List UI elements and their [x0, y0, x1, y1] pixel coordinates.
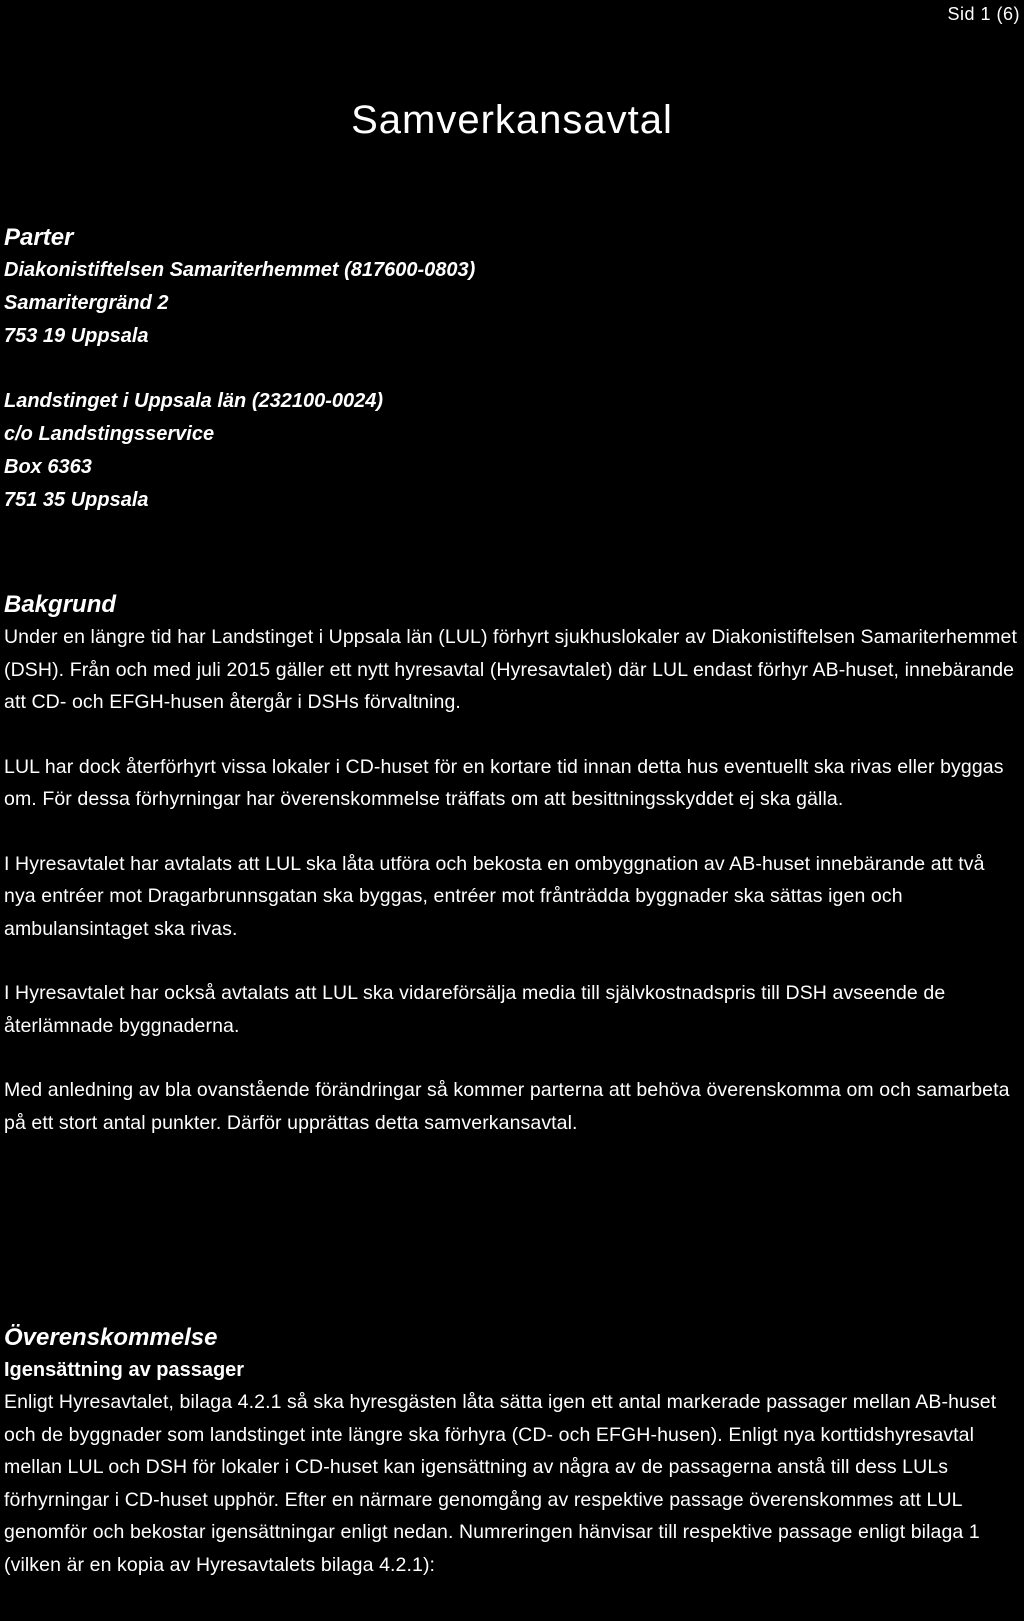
party-1-block: [4, 254, 1020, 353]
bakgrund-paragraph-1: Under en längre tid har Landstinget i Uppsala län (LUL) förhyrt sjukhuslokaler av Diakonistiftelsen Samariterhemmet (DSH). Från och med juli 2015 gäller ett nytt hyresavtal (Hyresavtalet) där LUL endast förhyr AB-huset, innebärande att CD- och EFGH-husen återgår i DSHs förvaltning.: [4, 626, 1017, 713]
party-1-city: 753 19 Uppsala: [4, 325, 149, 347]
parter-heading: Parter: [4, 224, 74, 251]
party-2-city: 751 35 Uppsala: [4, 489, 149, 511]
page-number: Sid 1 (6): [947, 4, 1020, 24]
bakgrund-paragraph-5: Med anledning av bla ovanstående förändringar så kommer parterna att behöva överenskomma om och samarbeta på ett stort antal punkter. Därför upprättas detta samverkansavtal.: [4, 1079, 1010, 1134]
party-1-name: Diakonistiftelsen Samariterhemmet (817600-0803): [4, 259, 476, 281]
document-title: Samverkansavtal: [351, 98, 673, 142]
party-2-block: [4, 385, 1020, 517]
bakgrund-heading: Bakgrund: [4, 591, 117, 618]
party-1-street: Samaritergränd 2: [4, 292, 169, 314]
party-2-name: Landstinget i Uppsala län (232100-0024): [4, 390, 384, 412]
bakgrund-paragraph-3: I Hyresavtalet har avtalats att LUL ska låta utföra och bekosta en ombyggnation av AB-huset innebärande att två nya entréer mot Dragarbrunnsgatan ska byggas, entréer mot frånträdda byggnader ska sättas igen och ambulansintaget ska rivas.: [4, 852, 985, 940]
party-2-co: c/o Landstingsservice: [4, 423, 215, 445]
parter-section: [4, 222, 1020, 517]
overenskommelse-section: [4, 1322, 1020, 1581]
bakgrund-paragraph-2: LUL har dock återförhyrt vissa lokaler i CD-huset för en kortare tid innan detta hus eventuellt ska rivas eller byggas om. För dessa förhyrningar har överenskommelse träffats om att besittningsskyddet ej ska gälla.: [4, 755, 1004, 810]
overenskommelse-heading: Överenskommelse: [4, 1324, 218, 1351]
bakgrund-section: [4, 589, 1020, 1139]
bakgrund-paragraph-4: I Hyresavtalet har också avtalats att LUL ska vidareförsälja media till självkostnadspris till DSH avseende de återlämnade byggnaderna.: [4, 982, 946, 1037]
party-2-box: Box 6363: [4, 456, 92, 478]
overenskommelse-paragraph: Enligt Hyresavtalet, bilaga 4.2.1 så ska hyresgästen låta sätta igen ett antal markerade passager mellan AB-huset och de byggnader som landstinget inte längre ska förhyra (CD- och EFGH-husen). Enligt nya korttidshyresavtal mellan LUL och DSH för lokaler i CD-huset kan igensättning av några av de passagerna anstå till dess LULs förhyrningar i CD-huset upphör. Efter en närmare genomgång av respektive passage överenskommes att LUL genomför och bekostar igensättningar enligt nedan. Numreringen hänvisar till respektive passage enligt bilaga 1 (vilken är en kopia av Hyresavtalets bilaga 4.2.1):: [4, 1391, 997, 1576]
igensattning-subheading: Igensättning av passager: [4, 1359, 245, 1381]
